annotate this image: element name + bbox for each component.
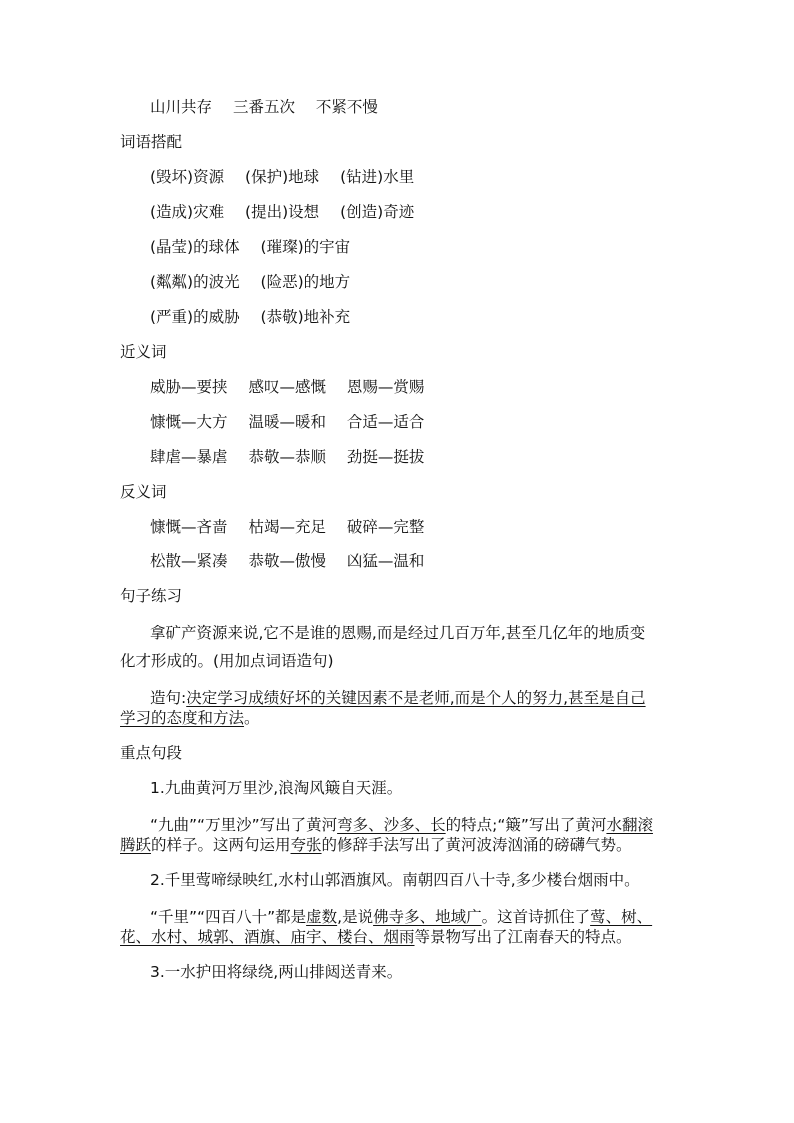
- collocation-row: [150, 167, 414, 187]
- passage-analysis: [150, 907, 652, 927]
- synonym-pair: 恭敬—恭顺: [248, 448, 326, 466]
- analysis-answer: 佛寺多、地域广: [373, 908, 482, 926]
- sentence-prompt: 化才形成的。(用加点词语造句): [120, 652, 334, 670]
- synonym-pair: 慷慨—大方: [150, 413, 228, 431]
- section-heading-synonyms: 近义词: [120, 343, 167, 361]
- analysis-answer: 腾跃: [120, 836, 152, 854]
- idiom-row: [150, 97, 378, 117]
- section-heading-passages: 重点句段: [120, 744, 183, 762]
- answer-text: 决定学习成绩好坏的关键因素不是老师,而是个人的努力,甚至是自己: [186, 689, 646, 707]
- passage-analysis: [120, 835, 632, 855]
- analysis-answer: 莺、树、: [590, 908, 653, 926]
- synonym-row: [150, 377, 424, 397]
- collocation-row: [150, 307, 350, 327]
- synonym-pair: 恩赐—赏赐: [346, 378, 425, 396]
- antonym-row: [150, 517, 424, 537]
- answer-end: 。: [244, 709, 260, 727]
- collocation-item: (璀璨)的宇宙: [260, 238, 351, 256]
- synonym-row: [150, 412, 424, 432]
- collocation-item: (造成)灾难: [150, 203, 225, 221]
- collocation-item: (毁坏)资源: [150, 168, 225, 186]
- analysis-answer: 水翻滚: [606, 816, 653, 834]
- antonym-pair: 枯竭—充足: [248, 518, 326, 536]
- analysis-text: “九曲”“万里沙”写出了黄河: [150, 816, 338, 834]
- antonym-pair: 破碎—完整: [346, 518, 425, 536]
- answer-label: 造句:: [150, 689, 187, 707]
- section-heading-antonyms: 反义词: [120, 483, 167, 501]
- idiom: 三番五次: [232, 98, 295, 116]
- analysis-answer: 虚数: [306, 908, 338, 926]
- synonym-pair: 劲挺—挺拔: [346, 448, 425, 466]
- passage-analysis: [120, 927, 632, 947]
- synonym-pair: 温暖—暖和: [248, 413, 326, 431]
- collocation-item: (创造)奇迹: [340, 203, 415, 221]
- analysis-text: 的样子。这两句运用: [151, 836, 291, 854]
- analysis-answer: 花、水村、城郭、酒旗、庙宇、楼台、烟雨: [120, 928, 415, 946]
- antonym-pair: 恭敬—傲慢: [248, 552, 326, 570]
- analysis-text: 的特点;“簸”写出了黄河: [445, 816, 607, 834]
- sentence-answer: [120, 708, 260, 728]
- idiom: 不紧不慢: [315, 98, 378, 116]
- synonym-pair: 感叹—感慨: [248, 378, 326, 396]
- collocation-item: (险恶)的地方: [260, 273, 351, 291]
- section-heading-sentence: 句子练习: [120, 587, 183, 605]
- passage-analysis: [150, 815, 653, 835]
- analysis-text: “千里”“四百八十”都是: [150, 908, 307, 926]
- collocation-item: (严重)的威胁: [150, 308, 240, 326]
- section-heading-collocation: 词语搭配: [120, 133, 183, 151]
- antonym-pair: 慷慨—吝啬: [150, 518, 228, 536]
- analysis-text: 等景物写出了江南春天的特点。: [414, 928, 632, 946]
- synonym-pair: 肆虐—暴虐: [150, 448, 228, 466]
- synonym-row: [150, 447, 424, 467]
- collocation-row: [150, 272, 350, 292]
- sentence-prompt: 拿矿产资源来说,它不是谁的恩赐,而是经过几百万年,甚至几亿年的地质变: [150, 624, 646, 642]
- passage-verse: 2.千里莺啼绿映红,水村山郭酒旗风。南朝四百八十寺,多少楼台烟雨中。: [150, 871, 640, 889]
- collocation-item: (保护)地球: [245, 168, 320, 186]
- antonym-pair: 凶猛—温和: [346, 552, 425, 570]
- analysis-answer: 夸张: [290, 836, 322, 854]
- analysis-text: ,是说: [337, 908, 374, 926]
- analysis-text: 的修辞手法写出了黄河波涛汹涌的磅礴气势。: [321, 836, 632, 854]
- collocation-row: [150, 202, 414, 222]
- collocation-item: (钻进)水里: [340, 168, 415, 186]
- analysis-answer: 弯多、沙多、长: [337, 816, 446, 834]
- collocation-item: (粼粼)的波光: [150, 273, 240, 291]
- collocation-item: (提出)设想: [245, 203, 320, 221]
- idiom: 山川共存: [150, 98, 213, 116]
- synonym-pair: 合适—适合: [346, 413, 425, 431]
- antonym-row: [150, 551, 424, 571]
- analysis-text: 。这首诗抓住了: [481, 908, 591, 926]
- collocation-item: (晶莹)的球体: [150, 238, 240, 256]
- collocation-row: [150, 237, 350, 257]
- passage-verse: 3.一水护田将绿绕,两山排闼送青来。: [150, 963, 403, 981]
- sentence-answer: [150, 688, 646, 708]
- answer-text: 学习的态度和方法: [120, 709, 245, 727]
- collocation-item: (恭敬)地补充: [260, 308, 351, 326]
- antonym-pair: 松散—紧凑: [150, 552, 228, 570]
- passage-verse: 1.九曲黄河万里沙,浪淘风簸自天涯。: [150, 779, 403, 797]
- synonym-pair: 威胁—要挟: [150, 378, 228, 396]
